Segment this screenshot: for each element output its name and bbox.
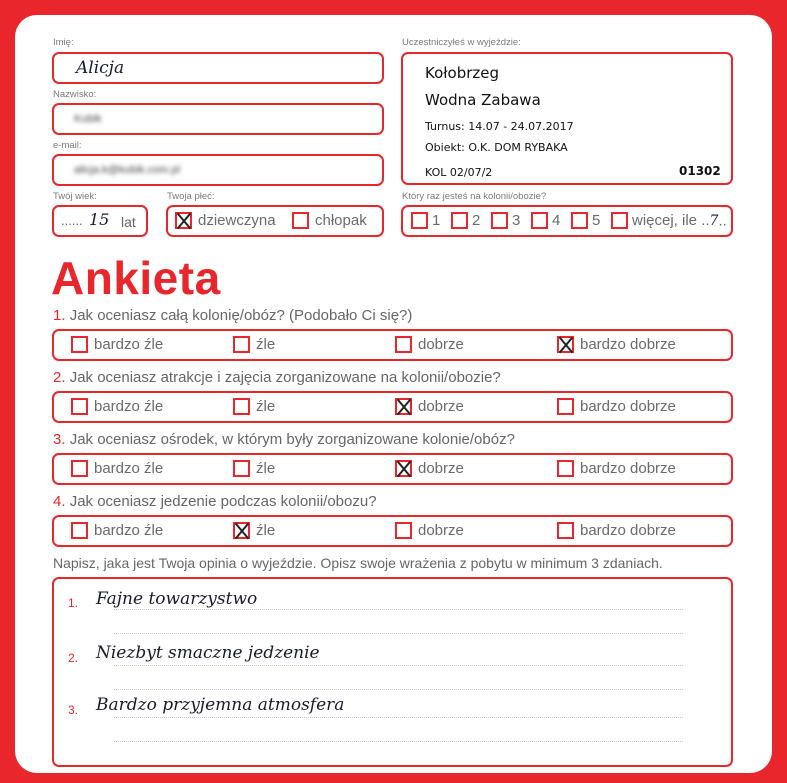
times-option-1-label: 1 [432, 212, 441, 230]
trip-label: Uczestniczyłeś w wyjeździe: [402, 37, 521, 48]
question-3-option-3-label: dobrze [418, 460, 464, 478]
question-2-option-3-label: dobrze [418, 398, 464, 416]
question-2-option-2[interactable] [233, 398, 275, 416]
checkbox-times-4[interactable] [531, 212, 548, 229]
question-3-option-1-label: bardzo źle [94, 460, 164, 478]
checkbox-times-3[interactable] [491, 212, 508, 229]
question-4-option-4[interactable] [557, 522, 676, 540]
times-more-suffix: .. [718, 212, 727, 230]
surname-label: Nazwisko: [53, 89, 97, 100]
times-option-2[interactable] [451, 212, 480, 230]
times-option-2-label: 2 [472, 212, 481, 230]
question-1-label: Jak oceniasz całą kolonię/obóz? (Podobało Ci się?) [69, 307, 413, 324]
answer-text-2: Niezbyt smaczne jedzenie [96, 643, 320, 663]
trip-turnus: Turnus: 14.07 - 24.07.2017 [425, 120, 574, 133]
survey-title: Ankieta [51, 252, 221, 304]
age-dots: ...... [61, 213, 83, 228]
gender-label: Twoja płeć: [167, 191, 215, 202]
question-3-option-2-label: źle [256, 460, 276, 478]
question-2-label: Jak oceniasz atrakcje i zajęcia zorganizowane na kolonii/obozie? [69, 369, 501, 386]
surname-field[interactable] [52, 103, 384, 135]
question-1-text [53, 307, 412, 324]
question-4-option-4-label: bardzo dobrze [580, 522, 676, 540]
question-1-option-1[interactable] [71, 336, 163, 354]
question-3-label: Jak oceniasz ośrodek, w którym były zorganizowane kolonie/obóz? [69, 431, 515, 448]
age-field[interactable] [52, 205, 148, 237]
opinion-box[interactable] [52, 577, 733, 767]
question-3-option-3[interactable] [395, 460, 464, 478]
trip-code: KOL 02/07/2 [425, 166, 493, 179]
gender-option-boy[interactable] [292, 212, 367, 230]
question-4-label: Jak oceniasz jedzenie podczas kolonii/obozu? [69, 493, 377, 510]
gender-field [166, 205, 384, 237]
checkbox-boy[interactable] [292, 212, 309, 229]
gender-option-girl[interactable] [175, 212, 276, 230]
question-2-option-4-label: bardzo dobrze [580, 398, 676, 416]
question-2-number: 2. [53, 369, 66, 386]
checkbox-q3-4[interactable] [557, 460, 574, 477]
times-option-1[interactable] [411, 212, 440, 230]
trip-info-box [401, 52, 733, 185]
answer-num-2: 2. [68, 651, 79, 665]
age-suffix: lat [121, 214, 136, 230]
checkbox-times-1[interactable] [411, 212, 428, 229]
question-2-option-1[interactable] [71, 398, 163, 416]
answer-line-2b [114, 689, 683, 690]
checkbox-q1-4[interactable] [557, 336, 574, 353]
question-4-text [53, 493, 377, 510]
question-3-option-2[interactable] [233, 460, 275, 478]
gender-option-girl-label: dziewczyna [198, 212, 276, 230]
checkbox-q4-2[interactable] [233, 522, 250, 539]
question-2-option-3[interactable] [395, 398, 464, 416]
question-1-option-2-label: źle [256, 336, 276, 354]
question-1-options [52, 329, 733, 361]
checkbox-q3-3[interactable] [395, 460, 412, 477]
opinion-prompt: Napisz, jaka jest Twoja opinia o wyjeździe. Opisz swoje wrażenia z pobytu w minimum 3 zdaniach. [53, 555, 663, 571]
answer-line-3b [114, 741, 683, 742]
question-4-options [52, 515, 733, 547]
question-2-option-1-label: bardzo źle [94, 398, 164, 416]
question-1-option-3[interactable] [395, 336, 464, 354]
checkbox-q2-4[interactable] [557, 398, 574, 415]
checkbox-q3-2[interactable] [233, 460, 250, 477]
times-option-3-label: 3 [512, 212, 521, 230]
email-label: e-mail: [53, 140, 82, 151]
surname-value: Kubik [74, 113, 102, 125]
checkbox-q2-3[interactable] [395, 398, 412, 415]
question-3-option-4[interactable] [557, 460, 676, 478]
question-1-option-4[interactable] [557, 336, 676, 354]
question-2-option-2-label: źle [256, 398, 276, 416]
question-3-options [52, 453, 733, 485]
answer-text-3: Bardzo przyjemna atmosfera [96, 695, 345, 715]
question-1-option-3-label: dobrze [418, 336, 464, 354]
checkbox-q1-3[interactable] [395, 336, 412, 353]
answer-line-1 [114, 609, 683, 610]
times-label: Który raz jesteś na kolonii/obozie? [402, 191, 547, 202]
checkbox-q4-1[interactable] [71, 522, 88, 539]
times-field [401, 205, 733, 237]
survey-sheet [15, 15, 772, 773]
question-4-option-3-label: dobrze [418, 522, 464, 540]
answer-line-1b [114, 633, 683, 634]
trip-city: Kołobrzeg [425, 64, 500, 82]
question-2-options [52, 391, 733, 423]
checkbox-q4-3[interactable] [395, 522, 412, 539]
question-2-option-4[interactable] [557, 398, 676, 416]
name-label: Imię: [53, 37, 74, 48]
times-more-label: więcej, ile .. [632, 212, 710, 230]
question-1-option-4-label: bardzo dobrze [580, 336, 676, 354]
question-1-option-1-label: bardzo źle [94, 336, 164, 354]
answer-num-1: 1. [68, 596, 79, 610]
times-option-4-label: 4 [552, 212, 561, 230]
trip-obiekt: Obiekt: O.K. DOM RYBAKA [425, 141, 568, 154]
gender-option-boy-label: chłopak [315, 212, 367, 230]
question-4-option-2-label: źle [256, 522, 276, 540]
question-4-option-1-label: bardzo źle [94, 522, 164, 540]
times-option-5[interactable] [571, 212, 600, 230]
question-2-text [53, 369, 501, 386]
checkbox-q3-1[interactable] [71, 460, 88, 477]
checkbox-times-5[interactable] [571, 212, 588, 229]
checkbox-q2-2[interactable] [233, 398, 250, 415]
times-more-value: 7 [709, 212, 719, 229]
answer-num-3: 3. [68, 703, 79, 717]
email-field[interactable] [52, 154, 384, 186]
times-option-5-label: 5 [592, 212, 601, 230]
checkbox-q1-2[interactable] [233, 336, 250, 353]
question-1-number: 1. [53, 307, 66, 324]
age-label: Twój wiek: [53, 191, 97, 202]
question-4-option-2[interactable] [233, 522, 275, 540]
answer-line-2 [114, 665, 683, 666]
checkbox-times-more[interactable] [611, 212, 628, 229]
answer-line-3 [114, 717, 683, 718]
times-option-more[interactable] [611, 212, 727, 230]
answer-text-1: Fajne towarzystwo [96, 589, 258, 609]
checkbox-times-2[interactable] [451, 212, 468, 229]
name-field[interactable] [52, 52, 384, 84]
checkbox-q2-1[interactable] [71, 398, 88, 415]
question-4-option-3[interactable] [395, 522, 464, 540]
age-value: 15 [89, 210, 110, 229]
times-option-3[interactable] [491, 212, 520, 230]
question-3-option-1[interactable] [71, 460, 163, 478]
checkbox-q1-1[interactable] [71, 336, 88, 353]
checkbox-girl[interactable] [175, 212, 192, 229]
question-4-number: 4. [53, 493, 66, 510]
trip-number: 01302 [679, 164, 721, 178]
question-4-option-1[interactable] [71, 522, 163, 540]
email-value: alicja.k@kubik.com.pl [74, 164, 180, 176]
checkbox-q4-4[interactable] [557, 522, 574, 539]
name-value: Alicja [76, 58, 125, 78]
times-option-4[interactable] [531, 212, 560, 230]
question-3-number: 3. [53, 431, 66, 448]
question-1-option-2[interactable] [233, 336, 275, 354]
question-3-option-4-label: bardzo dobrze [580, 460, 676, 478]
question-3-text [53, 431, 515, 448]
trip-program: Wodna Zabawa [425, 91, 541, 109]
